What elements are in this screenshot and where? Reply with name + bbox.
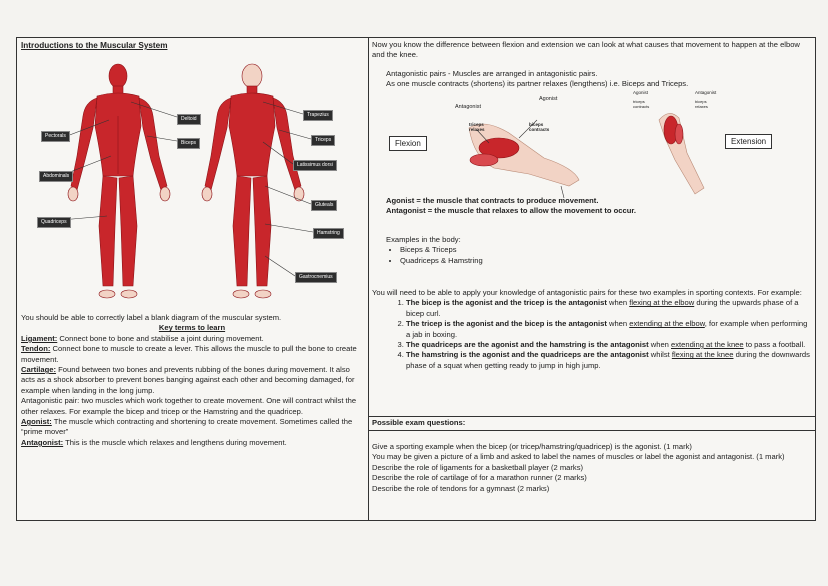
term-definition: The muscle which contracting and shortening to create movement. Sometimes called the “prime mover” — [21, 417, 353, 437]
muscle-figures — [27, 56, 357, 304]
triceps-contracts-label: triceps contracts — [633, 99, 650, 109]
label-deltoid: Deltoid — [177, 114, 201, 125]
back-left-hand — [202, 187, 212, 201]
front-left-arm — [71, 98, 97, 190]
front-right-foot — [121, 290, 137, 298]
list-item: Give a sporting example when the bicep (or tricep/hamstring/quadricep) is the agonist. (1 mark) — [372, 442, 692, 451]
antagonistic-pairs-intro — [386, 69, 806, 90]
page-title: Introductions to the Muscular System — [21, 41, 168, 50]
front-left-leg — [99, 176, 117, 286]
extended-biceps — [675, 124, 683, 144]
back-figure — [202, 64, 304, 298]
exam-heading: Possible exam questions: — [372, 418, 466, 427]
front-right-leg — [119, 176, 137, 286]
term-agonist — [21, 417, 363, 438]
label-abdominals: Abdominals — [39, 171, 73, 182]
front-left-foot — [99, 290, 115, 298]
list-item: You may be given a picture of a limb and asked to label the names of muscles or label the agonist and antagonist. (1 mark) — [372, 452, 785, 462]
label-triceps: Triceps — [311, 135, 335, 146]
key-terms-section — [21, 313, 363, 448]
arm-diagram — [369, 90, 815, 198]
term-ligament — [21, 334, 363, 344]
term-cartilage — [21, 365, 363, 396]
back-left-foot — [233, 290, 249, 298]
triceps-relaxes-label: triceps relaxes — [469, 122, 485, 132]
sport-intro: You will need to be able to apply your knowledge of antagonistic pairs for these two examples in sporting contexts. For example: — [372, 288, 802, 297]
list-item: 3. The quadriceps are the agonist and the hamstring is the antagonist when extending at the knee to pass a football. — [406, 340, 812, 350]
term-label: Tendon: — [21, 344, 51, 354]
term-definition: Found between two bones and prevents rubbing of the bones during movement. It also acts as a shock absorber to prevent bones banging against each other and becoming damaged, for example when landing in the long jump. — [21, 365, 355, 395]
antagonist-definition: Antagonist = the muscle that relaxes to allow the movement to occur. — [386, 206, 637, 216]
extension-label: Extension — [725, 134, 772, 149]
sport-list — [372, 298, 812, 371]
term-label: Antagonist: — [21, 437, 64, 447]
back-right-hand — [294, 187, 304, 201]
back-right-foot — [255, 290, 271, 298]
exam-questions — [372, 442, 812, 494]
left-column — [17, 38, 368, 520]
front-figure — [68, 64, 170, 298]
body-examples — [386, 235, 806, 266]
list-item: 2. The tricep is the agonist and the bicep is the antagonist when extending at the elbow, for example when performing a jab in boxing. — [406, 319, 812, 340]
label-latissimus-dorsi: Latissimus dorsi — [293, 160, 337, 171]
term-label: Ligament: — [21, 333, 58, 343]
list-item: • Biceps & Triceps — [400, 245, 806, 255]
front-head — [109, 64, 127, 88]
extension-antagonist-label: Antagonist — [695, 90, 717, 95]
term-tendon — [21, 344, 363, 365]
back-left-leg — [233, 176, 251, 286]
list-item: • Quadriceps & Hamstring — [400, 256, 806, 266]
list-item: 1. The bicep is the agonist and the tricep is the antagonist when flexing at the elbow during the upwards phase of a bicep curl. — [406, 298, 812, 319]
term-label: Cartilage: — [21, 365, 57, 375]
triceps-muscle — [470, 154, 498, 166]
agonist-definition: Agonist = the muscle that contracts to produce movement. — [386, 196, 599, 205]
antagonistic-pairs-line1: Antagonistic pairs - Muscles are arranged in antagonistic pairs. — [386, 69, 598, 78]
biceps-contracts-label: biceps contracts — [529, 122, 550, 132]
back-right-arm — [273, 98, 301, 190]
antagonistic-pairs-line2: As one muscle contracts (shortens) its partner relaxes (lengthens) i.e. Biceps and Triceps. — [386, 79, 689, 89]
right-column — [369, 38, 815, 520]
flexion-extension-intro: Now you know the difference between flexion and extension we can look at what causes that movement to happen at the elbow and the knee. — [372, 40, 800, 60]
label-gluteals: Gluteals — [311, 200, 337, 211]
flexion-antagonist-label: Antagonist — [455, 104, 481, 110]
key-terms-heading: Key terms to learn — [158, 323, 226, 333]
worksheet-table — [16, 37, 816, 521]
exam-divider-top — [369, 416, 815, 417]
term-antagonistic-pair: Antagonistic pair: two muscles which work together to create movement. One will contract whilst the other relaxes. For example the bicep and tricep or the Hamstring and the quadricep. — [21, 396, 357, 416]
front-left-hand — [68, 187, 78, 201]
term-label: Agonist: — [21, 417, 52, 427]
back-head — [242, 64, 262, 88]
flexion-agonist-label: Agonist — [539, 96, 558, 102]
biceps-relaxes-label: biceps relaxes — [695, 99, 708, 109]
diagram-instruction: You should be able to correctly label a blank diagram of the muscular system. — [21, 313, 282, 322]
exam-divider-bottom — [369, 430, 815, 431]
label-pectorals: Pectorals — [41, 131, 70, 142]
flexion-label: Flexion — [389, 136, 427, 151]
arm-illustrations — [369, 98, 815, 198]
examples-heading: Examples in the body: — [386, 235, 461, 244]
term-definition: Connect bone to bone and stabilise a joint during movement. — [57, 333, 264, 343]
front-right-arm — [139, 98, 167, 190]
label-quadriceps: Quadriceps — [37, 217, 71, 228]
label-biceps: Biceps — [177, 138, 200, 149]
term-antagonist — [21, 438, 363, 448]
extension-agonist-label: Agonist — [633, 90, 649, 95]
label-gastrocnemius: Gastrocnemius — [295, 272, 337, 283]
front-right-hand — [160, 187, 170, 201]
back-torso — [229, 93, 275, 176]
examples-list — [386, 245, 806, 266]
list-item: Describe the role of cartilage of for a marathon runner (2 marks) — [372, 473, 587, 483]
back-left-arm — [205, 98, 231, 190]
list-item: Describe the role of ligaments for a basketball player (2 marks) — [372, 462, 584, 472]
muscular-system-diagram — [27, 56, 357, 304]
list-item: 4. The hamstring is the agonist and the quadriceps are the antagonist whilst flexing at the knee during the downwards phase of a squat when getting ready to jump in high jump. — [406, 350, 812, 371]
list-item: Describe the role of tendons for a gymnast (2 marks) — [372, 483, 550, 493]
extended-arm — [659, 113, 704, 194]
label-trapezius: Trapezius — [303, 110, 333, 121]
label-hamstring: Hamstring — [313, 228, 344, 239]
agonist-antagonist-definitions — [386, 196, 806, 217]
term-definition: This is the muscle which relaxes and lengthens during movement. — [63, 437, 287, 447]
back-right-leg — [253, 176, 271, 286]
term-definition: Connect bone to muscle to create a lever. This allows the muscle to pull the bone to create movement. — [21, 344, 357, 364]
sporting-contexts — [372, 288, 812, 371]
